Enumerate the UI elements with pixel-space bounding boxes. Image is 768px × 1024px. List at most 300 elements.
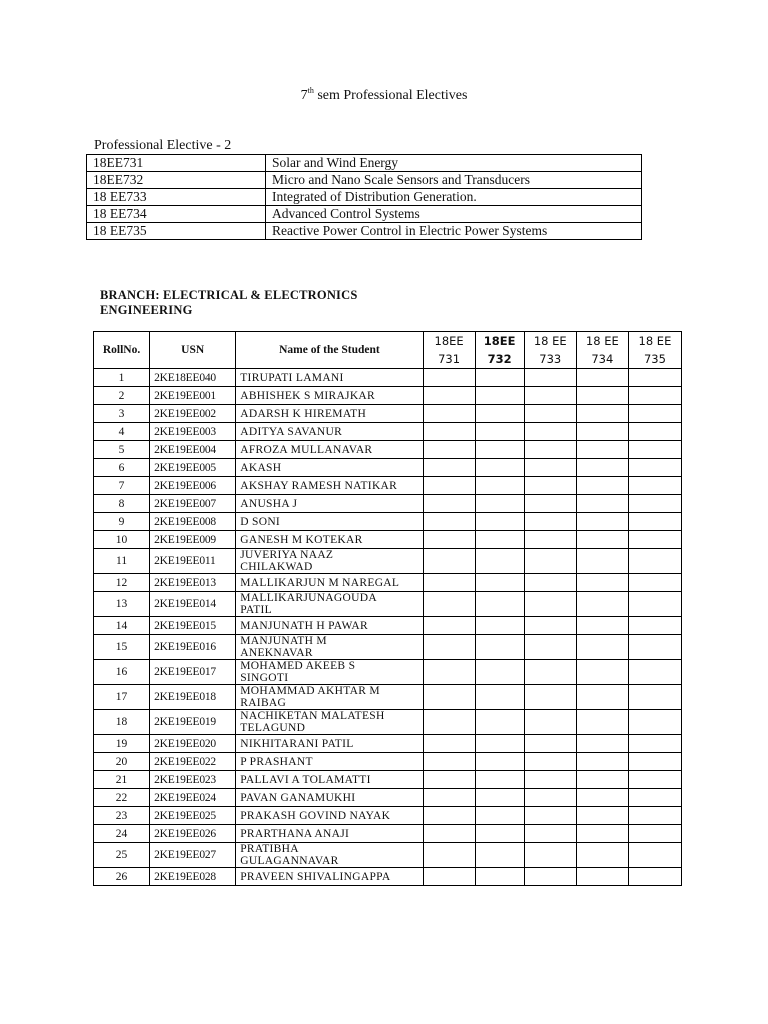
elective-choice-cell [423,405,475,423]
student-row [94,459,682,477]
elective-choice-cell [628,710,681,735]
student-name [236,477,423,495]
student-name-line-1: ADITYA SAVANUR [240,425,343,438]
roll-number: 10 [94,531,150,549]
elective-choice-cell [576,459,628,477]
student-name-line-1: GANESH M KOTEKAR [240,533,363,546]
student-name [236,592,423,617]
student-name-line-1: TIRUPATI LAMANI [240,371,344,384]
roll-number: 3 [94,405,150,423]
header-elective-735 [628,332,681,369]
roll-number: 8 [94,495,150,513]
roll-number: 6 [94,459,150,477]
student-name-line-1: PRATIBHA [240,843,299,855]
roll-number: 4 [94,423,150,441]
elective-choice-cell [475,771,524,789]
student-usn: 2KE19EE006 [150,477,236,495]
elective-choice-cell [524,549,576,574]
elective-choice-cell [576,441,628,459]
roll-number: 13 [94,592,150,617]
elective-choice-cell [628,574,681,592]
elective-choice-cell [475,549,524,574]
elective-choice-cell [423,459,475,477]
elective-row [87,189,642,206]
elective-choice-cell [576,868,628,886]
student-row [94,495,682,513]
student-name [236,513,423,531]
elective-choice-cell [475,387,524,405]
elective-choice-cell [475,789,524,807]
elective-choice-cell [524,868,576,886]
student-usn: 2KE19EE008 [150,513,236,531]
student-name-line-2: SINGOTI [240,672,289,684]
elective-choice-cell [475,531,524,549]
student-row [94,807,682,825]
elective-choice-cell [475,825,524,843]
elective-choice-cell [423,423,475,441]
elective-choice-cell [576,660,628,685]
student-name [236,531,423,549]
elective-choice-cell [423,477,475,495]
student-name-line-1: PALLAVI A TOLAMATTI [240,773,371,786]
roll-number: 20 [94,753,150,771]
elective-choice-cell [475,868,524,886]
student-usn: 2KE19EE011 [150,549,236,574]
roll-number: 16 [94,660,150,685]
elective-choice-cell [524,592,576,617]
elective-choice-cell [423,753,475,771]
student-name-line-1: ADARSH K HIREMATH [240,407,367,420]
roll-number: 26 [94,868,150,886]
elective-choice-cell [628,477,681,495]
elective-choice-cell [423,513,475,531]
elective-choice-cell [628,843,681,868]
elective-choice-cell [628,441,681,459]
student-usn: 2KE19EE016 [150,635,236,660]
elective-choice-cell [628,753,681,771]
header-code-number: 735 [643,352,666,366]
elective-choice-cell [576,369,628,387]
elective-choice-cell [576,825,628,843]
student-row [94,868,682,886]
student-name-line-1: AKASH [240,461,282,474]
roll-number: 9 [94,513,150,531]
student-name-line-2: PATIL [240,604,272,616]
student-name-line-1: PRAKASH GOVIND NAYAK [240,809,391,822]
elective-group-label: Professional Elective - 2 [94,138,232,153]
elective-choice-cell [475,477,524,495]
student-name-line-2: TELAGUND [240,722,306,734]
student-name-line-1: ANUSHA J [240,497,298,510]
student-usn: 2KE18EE040 [150,369,236,387]
student-name-line-1: PAVAN GANAMUKHI [240,791,356,804]
elective-code: 18 EE733 [87,189,266,206]
elective-choice-cell [475,660,524,685]
header-code-number: 734 [591,352,614,366]
roll-number: 2 [94,387,150,405]
elective-choice-cell [628,369,681,387]
student-name [236,735,423,753]
elective-choice-cell [524,441,576,459]
elective-choice-cell [475,441,524,459]
elective-choice-cell [524,387,576,405]
elective-choice-cell [475,405,524,423]
elective-choice-cell [628,531,681,549]
student-row [94,405,682,423]
student-row [94,753,682,771]
roll-number: 21 [94,771,150,789]
elective-choice-cell [423,635,475,660]
elective-choice-cell [524,807,576,825]
student-row [94,441,682,459]
header-roll-no: RollNo. [94,332,150,369]
elective-choice-cell [628,825,681,843]
student-name [236,369,423,387]
elective-choice-cell [628,617,681,635]
student-usn: 2KE19EE024 [150,789,236,807]
elective-choice-cell [576,710,628,735]
student-row [94,710,682,735]
elective-choice-cell [524,405,576,423]
roll-number: 11 [94,549,150,574]
student-name [236,868,423,886]
student-name [236,710,423,735]
elective-choice-cell [576,735,628,753]
student-row [94,771,682,789]
student-row [94,387,682,405]
header-usn: USN [150,332,236,369]
student-table [93,331,682,886]
header-elective-733 [524,332,576,369]
student-usn: 2KE19EE020 [150,735,236,753]
elective-choice-cell [576,843,628,868]
elective-choice-cell [423,771,475,789]
elective-subject-name: Reactive Power Control in Electric Power Systems [266,223,642,240]
elective-choice-cell [423,574,475,592]
elective-choice-cell [423,387,475,405]
student-name-line-1: NIKHITARANI PATIL [240,737,354,750]
student-usn: 2KE19EE007 [150,495,236,513]
elective-choice-cell [524,369,576,387]
semester-number: 7 [300,88,308,103]
student-name [236,771,423,789]
elective-choice-cell [423,789,475,807]
elective-choice-cell [423,369,475,387]
elective-choice-cell [628,549,681,574]
student-name-line-1: MALLIKARJUN M NAREGAL [240,576,400,589]
elective-row [87,172,642,189]
title-text: sem Professional Electives [313,88,468,103]
header-code-prefix: 18 EE [533,334,567,348]
elective-choice-cell [423,592,475,617]
header-code-prefix: 18EE [483,334,516,348]
student-usn: 2KE19EE018 [150,685,236,710]
elective-subject-name: Integrated of Distribution Generation. [266,189,642,206]
roll-number: 14 [94,617,150,635]
elective-choice-cell [628,423,681,441]
elective-choice-cell [628,495,681,513]
roll-number: 18 [94,710,150,735]
elective-choice-cell [475,592,524,617]
student-name [236,825,423,843]
student-usn: 2KE19EE009 [150,531,236,549]
header-code-number: 733 [539,352,562,366]
elective-choice-cell [524,423,576,441]
elective-choice-cell [524,771,576,789]
elective-choice-cell [475,513,524,531]
student-usn: 2KE19EE013 [150,574,236,592]
roll-number: 25 [94,843,150,868]
student-usn: 2KE19EE004 [150,441,236,459]
elective-choice-cell [524,459,576,477]
student-usn: 2KE19EE002 [150,405,236,423]
elective-choice-cell [576,807,628,825]
elective-choice-cell [576,592,628,617]
branch-line-1: BRANCH: ELECTRICAL & ELECTRONICS [100,288,358,302]
student-usn: 2KE19EE017 [150,660,236,685]
student-name [236,635,423,660]
elective-choice-cell [423,549,475,574]
elective-choice-cell [524,843,576,868]
elective-table [86,154,642,240]
elective-choice-cell [576,495,628,513]
student-usn: 2KE19EE026 [150,825,236,843]
student-name-line-1: JUVERIYA NAAZ [240,549,334,561]
elective-choice-cell [423,617,475,635]
page-title [0,86,768,104]
student-name [236,789,423,807]
student-row [94,685,682,710]
elective-choice-cell [576,549,628,574]
student-usn: 2KE19EE014 [150,592,236,617]
student-usn: 2KE19EE015 [150,617,236,635]
student-name-line-1: ABHISHEK S MIRAJKAR [240,389,376,402]
roll-number: 19 [94,735,150,753]
elective-row [87,206,642,223]
student-name [236,617,423,635]
student-name [236,387,423,405]
elective-choice-cell [576,789,628,807]
elective-choice-cell [423,495,475,513]
student-name-line-2: CHILAKWAD [240,561,313,573]
roll-number: 17 [94,685,150,710]
elective-choice-cell [423,825,475,843]
elective-choice-cell [628,789,681,807]
elective-choice-cell [628,592,681,617]
elective-choice-cell [524,635,576,660]
elective-choice-cell [423,807,475,825]
student-name [236,441,423,459]
student-row [94,843,682,868]
roll-number: 12 [94,574,150,592]
elective-choice-cell [524,735,576,753]
student-usn: 2KE19EE003 [150,423,236,441]
student-name-line-1: NACHIKETAN MALATESH [240,710,385,722]
roll-number: 7 [94,477,150,495]
elective-choice-cell [475,495,524,513]
elective-code: 18EE731 [87,155,266,172]
elective-choice-cell [576,477,628,495]
elective-choice-cell [576,423,628,441]
student-row [94,617,682,635]
elective-choice-cell [628,868,681,886]
student-name-line-2: GULAGANNAVAR [240,855,339,867]
student-name-line-2: RAIBAG [240,697,287,709]
elective-choice-cell [628,387,681,405]
roll-number: 5 [94,441,150,459]
elective-choice-cell [423,843,475,868]
roll-number: 23 [94,807,150,825]
elective-choice-cell [628,513,681,531]
elective-subject-name: Micro and Nano Scale Sensors and Transducers [266,172,642,189]
elective-choice-cell [524,753,576,771]
student-name [236,459,423,477]
header-code-prefix: 18EE [434,334,464,348]
student-row [94,423,682,441]
elective-choice-cell [576,531,628,549]
student-name-line-1: MOHAMMAD AKHTAR M [240,685,380,697]
elective-choice-cell [628,771,681,789]
student-name [236,405,423,423]
elective-code: 18 EE734 [87,206,266,223]
student-row [94,531,682,549]
elective-choice-cell [576,771,628,789]
roll-number: 24 [94,825,150,843]
elective-choice-cell [475,574,524,592]
student-table-header-row [94,332,682,369]
elective-choice-cell [628,685,681,710]
elective-choice-cell [423,868,475,886]
student-usn: 2KE19EE001 [150,387,236,405]
student-row [94,549,682,574]
elective-choice-cell [524,789,576,807]
elective-row [87,223,642,240]
branch-line-2: ENGINEERING [100,303,193,317]
elective-choice-cell [524,531,576,549]
elective-choice-cell [628,735,681,753]
elective-choice-cell [524,825,576,843]
student-name [236,495,423,513]
header-code-prefix: 18 EE [638,334,672,348]
student-usn: 2KE19EE005 [150,459,236,477]
header-elective-732 [475,332,524,369]
student-name-line-1: MALLIKARJUNAGOUDA [240,592,377,604]
student-row [94,592,682,617]
elective-choice-cell [576,513,628,531]
student-row [94,635,682,660]
student-row [94,513,682,531]
elective-choice-cell [524,710,576,735]
elective-choice-cell [628,405,681,423]
elective-choice-cell [524,574,576,592]
elective-choice-cell [475,843,524,868]
student-row [94,369,682,387]
elective-choice-cell [423,735,475,753]
elective-choice-cell [475,685,524,710]
student-usn: 2KE19EE019 [150,710,236,735]
elective-choice-cell [423,660,475,685]
student-name-line-1: D SONI [240,515,281,528]
elective-choice-cell [475,807,524,825]
student-usn: 2KE19EE027 [150,843,236,868]
student-usn: 2KE19EE028 [150,868,236,886]
elective-choice-cell [475,617,524,635]
elective-choice-cell [628,807,681,825]
elective-choice-cell [524,617,576,635]
student-name-line-1: PRAVEEN SHIVALINGAPPA [240,870,391,883]
elective-choice-cell [475,635,524,660]
student-row [94,825,682,843]
elective-choice-cell [475,753,524,771]
elective-code: 18 EE735 [87,223,266,240]
student-name-line-1: MANJUNATH M [240,635,327,647]
elective-choice-cell [475,459,524,477]
student-name-line-1: MANJUNATH H PAWAR [240,619,368,632]
student-usn: 2KE19EE023 [150,771,236,789]
elective-choice-cell [576,387,628,405]
elective-choice-cell [475,369,524,387]
elective-choice-cell [576,405,628,423]
elective-choice-cell [576,753,628,771]
elective-choice-cell [475,710,524,735]
student-name [236,574,423,592]
roll-number: 22 [94,789,150,807]
header-code-number: 731 [438,352,461,366]
student-name [236,549,423,574]
elective-choice-cell [576,617,628,635]
elective-choice-cell [576,574,628,592]
student-name-line-1: AFROZA MULLANAVAR [240,443,373,456]
elective-choice-cell [576,685,628,710]
student-name-line-1: P PRASHANT [240,755,313,768]
elective-choice-cell [423,710,475,735]
branch-heading [100,288,400,318]
elective-choice-cell [524,513,576,531]
elective-choice-cell [628,459,681,477]
student-name [236,423,423,441]
ordinal-suffix: th [307,86,314,95]
elective-choice-cell [423,531,475,549]
student-usn: 2KE19EE022 [150,753,236,771]
header-student-name: Name of the Student [236,332,423,369]
elective-choice-cell [524,495,576,513]
elective-choice-cell [524,685,576,710]
student-name-line-2: ANEKNAVAR [240,647,313,659]
elective-row [87,155,642,172]
student-row [94,735,682,753]
header-elective-731 [423,332,475,369]
student-usn: 2KE19EE025 [150,807,236,825]
header-elective-734 [576,332,628,369]
elective-subject-name: Solar and Wind Energy [266,155,642,172]
header-code-number: 732 [487,352,512,366]
student-row [94,477,682,495]
elective-choice-cell [576,635,628,660]
student-name [236,685,423,710]
student-name [236,843,423,868]
student-row [94,574,682,592]
student-name [236,753,423,771]
student-name-line-1: MOHAMED AKEEB S [240,660,356,672]
elective-choice-cell [628,635,681,660]
elective-choice-cell [628,660,681,685]
elective-choice-cell [423,685,475,710]
elective-subject-name: Advanced Control Systems [266,206,642,223]
header-code-prefix: 18 EE [585,334,619,348]
student-name-line-1: PRARTHANA ANAJI [240,827,350,840]
student-name-line-1: AKSHAY RAMESH NATIKAR [240,479,398,492]
elective-choice-cell [475,423,524,441]
